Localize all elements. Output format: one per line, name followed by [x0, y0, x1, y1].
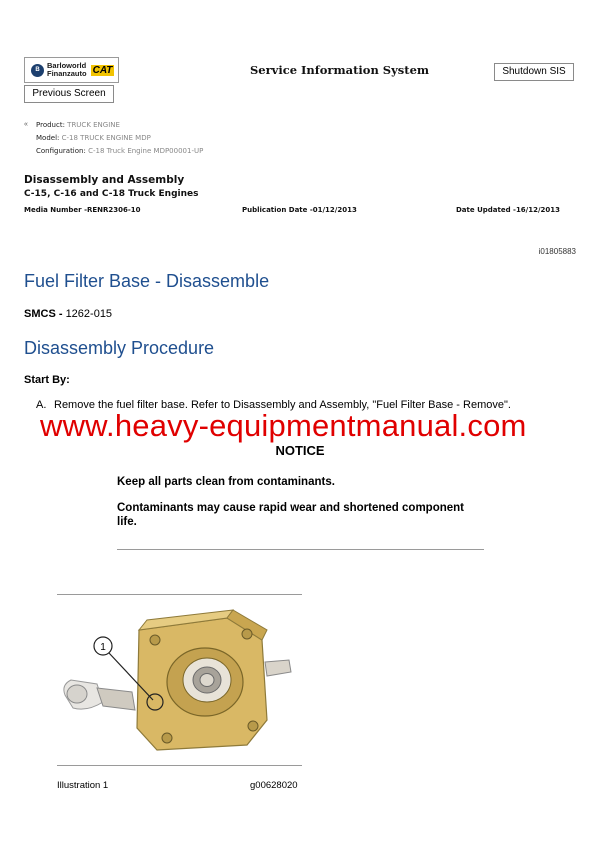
- notice-line-2: Contaminants may cause rapid wear and shortened component life.: [117, 502, 464, 528]
- figure-bottom-divider: [57, 765, 302, 766]
- configuration-label: Configuration:: [36, 147, 86, 155]
- logo-text-line1: Barloworld: [47, 61, 87, 70]
- model-value: C-18 TRUCK ENGINE MDP: [61, 134, 151, 142]
- system-title: Service Information System: [250, 63, 430, 77]
- notice-line-1: Keep all parts clean from contaminants.: [117, 476, 335, 488]
- notice-title: NOTICE: [275, 443, 325, 458]
- configuration-value: C-18 Truck Engine MDP00001-UP: [88, 147, 204, 155]
- procedure-heading: Disassembly Procedure: [24, 338, 215, 358]
- logo-text-line2: Finanzauto: [47, 69, 87, 78]
- barloworld-emblem-icon: B: [31, 64, 44, 77]
- media-number: Media Number -RENR2306-10: [24, 206, 141, 214]
- start-by-label: Start By:: [24, 374, 70, 386]
- figure-callout-1: 1: [100, 642, 106, 653]
- watermark-text: www.heavy-equipmentmanual.com: [40, 408, 527, 443]
- figure-id: g00628020: [250, 780, 298, 791]
- step-a-text: Remove the fuel filter base. Refer to Disassembly and Assembly, "Fuel Filter Base - Remove".: [54, 399, 511, 411]
- figure-top-divider: [57, 594, 302, 595]
- document-reference-id: i01805883: [538, 247, 576, 256]
- product-value: TRUCK ENGINE: [67, 121, 120, 129]
- document-title: Disassembly and Assembly: [24, 174, 185, 186]
- figure-caption: Illustration 1: [57, 780, 109, 791]
- previous-screen-button[interactable]: Previous Screen: [24, 85, 114, 103]
- document-subtitle: C-15, C-16 and C-18 Truck Engines: [24, 189, 199, 199]
- smcs-code: [24, 308, 112, 320]
- fuel-filter-base-illustration: [57, 600, 302, 760]
- model-label: Model:: [36, 134, 60, 142]
- date-updated: Date Updated -16/12/2013: [456, 206, 561, 214]
- product-line: [36, 121, 120, 129]
- model-line: [36, 134, 151, 142]
- brand-logo: [24, 57, 119, 83]
- product-label: Product:: [36, 121, 65, 129]
- publication-date: Publication Date -01/12/2013: [242, 206, 357, 214]
- smcs-value: 1262-015: [65, 308, 113, 320]
- page-heading: Fuel Filter Base - Disassemble: [24, 271, 270, 291]
- cat-logo: CAT: [92, 64, 113, 76]
- configuration-line: [36, 147, 203, 155]
- shutdown-sis-button[interactable]: Shutdown SIS: [494, 63, 574, 81]
- collapse-chevron-icon[interactable]: «: [24, 121, 28, 128]
- smcs-label: SMCS -: [24, 308, 63, 320]
- notice-divider: [117, 549, 484, 550]
- step-a-marker: A.: [36, 399, 47, 411]
